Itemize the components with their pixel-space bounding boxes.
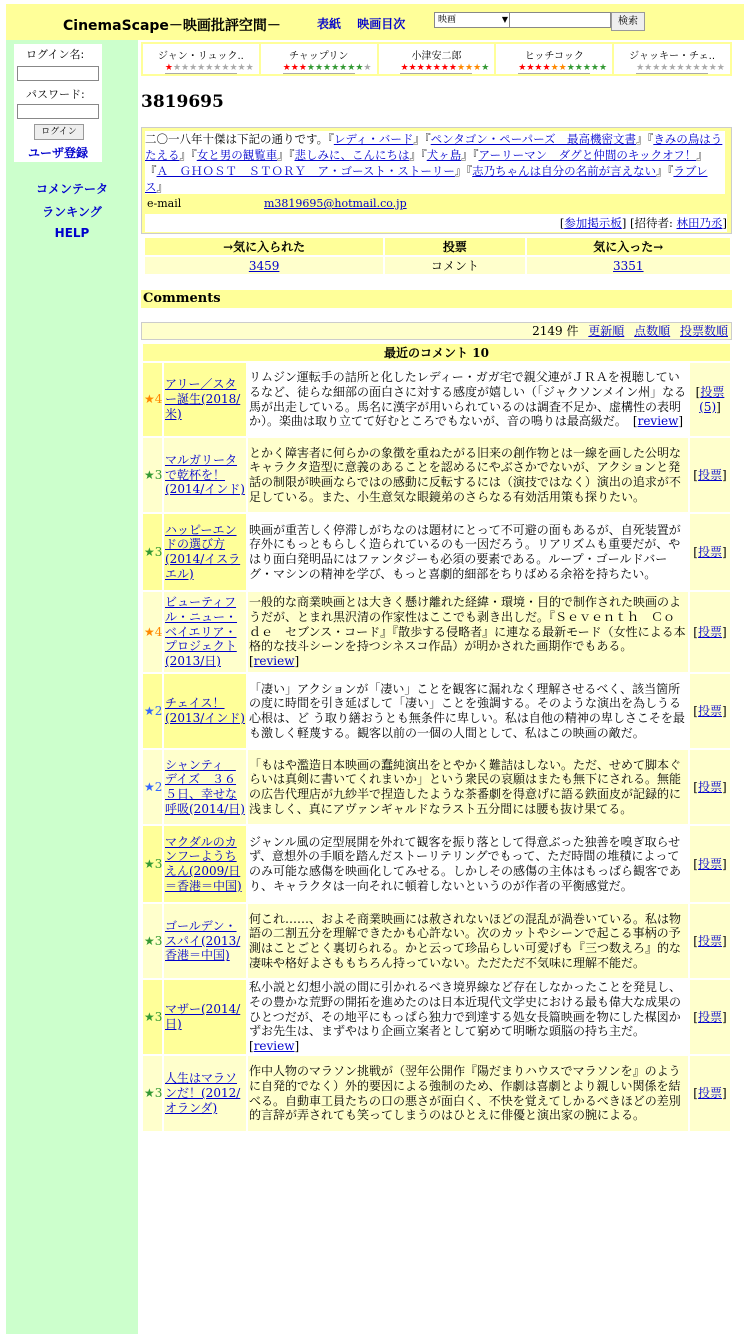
work-link[interactable]: 志乃ちゃんは自分の名前が言えない [472,164,657,178]
vote-link[interactable]: 投票 [697,1009,722,1024]
comment-rating [143,826,162,902]
board-row: [参加掲示板] [招待者: 林田乃丞] [145,214,727,232]
star-icon: ★ [144,1086,155,1101]
comment-rating [143,674,162,748]
sort-by-votes-link[interactable]: 投票数順 [679,324,728,338]
rating-value: 3 [154,1086,163,1101]
favorite-item[interactable] [379,44,495,74]
rating-stars: ★★★★★★★★★★★ [164,63,254,73]
vote-link[interactable]: 投票 [697,1086,722,1101]
comment-text: リムジン運転手の詰所と化したレディー・ガガ宅で親父連がＪＲＡを視聴しているなど、徒らな細部の面白さに対する感度が嬉しい（「ジャクソンメイン州」なる馬が出走している。馬名に漢字が用いられているのは調査不足か、虚構性の表明か）。楽曲は取り立てて好むところでもないが、音の鳴りは最高級だ。 [249,370,687,429]
review-link[interactable]: review [253,1039,295,1054]
table-row: ★4 アリー／スター誕生(2018/米) リムジン運転手の詰所と化したレディー・ガガ宅で親父連がＪＲＡを視聴しているなど、徒らな細部の面白さに対する感度が嬉しい（「ジャクソンメイン州」なる馬が出走している。馬名に漢字が用いられているのは調査不足か、虚構性の表明か）。楽曲は取り立てて好むところでもないが、音の鳴りは最高級だ。 [review] [投票(5)] [143,363,730,436]
rating-stars: ★★★★★★★★★★★ [400,63,490,73]
star-icon: ★ [144,856,155,871]
comment-text: 何これ……、およそ商業映画には赦されないほどの混乱が渦巻いている。私は物語の二割五分を理解できたかも心許ない。次のカットやシーンで起こる事柄の予測はことごとく裏切られる。かと云って珍品らしい可愛げも『三つ数えろ』的な凄味や格好よさももちろん持っていない。ただただ不気味に理解不能だ。 [249,911,682,970]
movie-title-link[interactable]: チェイス！(2013/インド) [165,696,245,725]
table-row: ★3 ハッピーエンドの選び方(2014/イスラエル) 映画が重苦しく停滞しがちなのは題材にとって不可避の面もあるが、自死装置が存外にもっともらしく造られているのも一因だろう。リアリズムも重要だが、やはり面白発明品にはファンタジーも必須の要素である。ループ・ゴールドバーグ・マシンの精神を学び、もっと喜劇的細部をちりばめる余裕を持ちたい。 [投票] [143,514,730,590]
rating-stars: ★★★★★★★★★★★ [282,63,372,73]
movie-title-link[interactable]: マザー(2014/日) [165,1002,241,1031]
profile-box [141,127,732,234]
movie-title-link[interactable]: シャンティ デイズ ３６５日、幸せな呼吸(2014/日) [165,757,245,816]
work-link[interactable]: Ａ ＧＨＯＳＴ ＳＴＯＲＹ ア・ゴースト・ストーリー [156,164,455,178]
search-input[interactable] [509,12,611,28]
comment-body [248,1056,688,1131]
vote-link[interactable]: 投票 [697,624,722,639]
comment-body [248,514,688,590]
rating-stars: ★★★★★★★★★★★ [636,63,725,73]
password-label: パスワード: [26,88,85,101]
vote-link[interactable]: 投票 [697,779,722,794]
comments-heading: Comments [141,290,732,308]
star-icon: ★ [144,624,155,639]
star-icon: ★ [144,1009,155,1024]
profile-intro: 二〇一八年十傑は下記の通りです。 [145,132,329,146]
favorite-name: チャップリン [289,51,349,62]
favorite-directors-bar [141,42,732,76]
comment-text: 作中人物のマラソン挑戦が（翌年公開作『陽だまりハウスでマラソンを』のように自発的でなく）外的要因による強制のため、作劇は喜劇とより親しい関係を結べる。自動車工員たちの口の悪さが面白く、不快を覚えてしかるべきほどの差別的言辞が弄されても笑ってしまうのはひとえに俳優と演出家の腕による。 [249,1064,681,1123]
email-row [145,196,727,212]
sidebar-item-ranking[interactable]: ランキング [42,205,102,219]
table-row: ★3 マザー(2014/日) 私小説と幻想小説の間に引かれるべき境界線など存在しなかったことを発見し、その豊かな荒野の開拓を進めたのは日本近現代文学史における最も偉大な成果のひとつだが、その地平にもっぱら独力で到達する処女長篇映画を物にした楳図かずお先生は、まずやはり企画立案者として窮めて明晰な頭脳の持ち主だ。 [review] [投票] [143,980,730,1054]
comment-text: とかく障害者に何らかの象徴を重ねたがる旧来の創作物とは一線を画した公明なキャラクタ造型に意義のあることを認めるにやぶさかでないが、アクションと発話の制限が映画ならではの感動に反転するには（演技ではなく）演出の追求が不足している。また、小生意気な眼鏡弟のさらなる有効活用策も探りたい。 [249,445,682,504]
inviter-label: [招待者: [629,216,677,230]
login-name-label: ログイン名: [26,48,85,61]
movie-title-link[interactable]: マルガリータで乾杯を！(2014/インド) [165,452,245,497]
comment-body [248,750,688,824]
comment-count: 2149 件 [532,324,579,338]
vote-link[interactable]: 投票 [697,856,722,871]
board-link[interactable]: 参加掲示板 [564,216,622,230]
star-icon: ★ [144,544,155,559]
email-label: e-mail [147,197,182,210]
rating-value: 3 [154,856,163,871]
work-link[interactable]: ペンタゴン・ペーパーズ 最高機密文書 [430,132,637,146]
table-row: ★2 チェイス！(2013/インド) 「凄い」アクションが「凄い」ことを観客に漏れなく理解させるべく、該当箇所の度に時間を引き延ばして「凄い」ことを強調する。そのような演出を為しうる心根は、ど う取り繕おうとも無条件に卑しい。私は自他の精神の卑しさこそを最も激しく軽蔑する。観客以前の一個の人間として、私はこの映画の敵だ。 [投票] [143,674,730,748]
vote-link[interactable]: 投票 [697,933,722,948]
star-icon: ★ [144,933,155,948]
comment-text: 一般的な商業映画とは大きく懸け離れた経緯・環境・目的で制作された映画のようだが、とまれ黒沢清の作家性はここでも剥き出しだ。『Ｓｅｖｅｎｔｈ Ｃｏｄｅ セブンス・コード』『散歩する侵略者』に連なる最新モード（女性による本格的な技斗シーンを持つシネスコ作品）が明かされた画期作でもある。 [249,595,686,654]
vote-link[interactable]: 投票 [697,544,722,559]
movie-title-link[interactable]: ハッピーエンドの選び方(2014/イスラエル) [165,522,241,581]
table-row: ★3 マルガリータで乾杯を！(2014/インド) とかく障害者に何らかの象徴を重ねたがる旧来の創作物とは一線を画した公明なキャラクタ造型に意義のあることを認めるにやぶさかでないが、アクションと発話の制限が映画ならではの感動に反転するには（演技ではなく）演出の追求が不足している。また、小生意気な眼鏡弟のさらなる有効活用策も探りたい。 [投票] [143,438,730,512]
favorite-name: ジャッキー・チェ.. [629,51,716,62]
favorite-name: ジャン・リュック.. [157,51,244,62]
movie-title-link[interactable]: ビューティフル・ニュー・ベイエリア・プロジェクト(2013/日) [165,595,238,669]
comment-text: 「もはや濫造日本映画の蠢純演出をとやかく難詰はしない。ただ、せめて脚本ぐらいは真剣に書いてくれまいか」という衆民の哀願はまたも無下にされる。無能の広告代理店が九紗半で捏造したような茶番劇を得意げに語る鉄面皮が記録的に浅ましく、真にアヴァンギャルドなラスト五分間には腰も抜け果てる。 [249,757,682,816]
work-link[interactable]: 犬ヶ島 [426,148,462,162]
comment-body [248,904,688,978]
movie-title-link[interactable]: ゴールデン・スパイ(2013/香港＝中国) [165,918,241,963]
work-link[interactable]: 女と男の観覧車 [196,148,278,162]
email-link[interactable]: m3819695@hotmail.co.jp [264,197,407,210]
favorited-by-count-link[interactable]: 3459 [248,258,280,273]
comment-rating [143,904,162,978]
movie-title-link[interactable]: マクダルのカンフーようちえん(2009/日＝香港＝中国) [165,834,242,893]
comment-rating [143,592,162,672]
sort-by-updated-link[interactable]: 更新順 [588,324,625,338]
comment-rating [143,514,162,590]
table-row: ★2 シャンティ デイズ ３６５日、幸せな呼吸(2014/日) 「もはや濫造日本映画の蠢純演出をとやかく難詰はしない。ただ、せめて脚本ぐらいは真剣に書いてくれまいか」という衆民の哀願はまたも無下にされる。無能の広告代理店が九紗半で捏造したような茶番劇を得意げに語る鉄面皮が記録的に浅ましく、真にアヴァンギャルドなラスト五分間には腰も抜け果てる。 [投票] [143,750,730,824]
star-icon: ★ [144,779,155,794]
table-row: ★3 マクダルのカンフーようちえん(2009/日＝香港＝中国) ジャンル風の定型展開を外れて観客を振り落として得意ぶった独善を嗅ぎ取らせず、意想外の手順を踏んだストーリテリングでもって、ただ時間の堆積によってのみ可能な感傷を映画化してみせる。しかしその感傷の主体はもっぱら観客であり、キャラクタは一向それに頓着しないというのが作者の平衡感覚だ。 [投票] [143,826,730,902]
star-icon: ★ [144,392,155,407]
recent-comments-heading: 最近のコメント 10 [143,344,730,361]
favorite-item[interactable] [143,44,259,74]
table-header: →気に入られた [145,238,383,255]
favorite-item[interactable] [614,44,730,74]
star-icon: ★ [144,467,155,482]
header-bar [6,4,744,40]
rating-value: 3 [154,933,163,948]
review-link[interactable]: review [253,654,295,669]
favorites-stats-table [143,236,732,276]
sidebar-item-commentators[interactable]: コメンテータ [35,182,108,196]
review-link[interactable]: review [637,414,679,429]
comment-body: 一般的な商業映画とは大きく懸け離れた経緯・環境・目的で制作された映画のようだが、とまれ黒沢清の作家性はここでも剥き出しだ。『Ｓｅｖｅｎｔｈ Ｃｏｄｅ セブンス・コード』『散歩する侵略者』に連なる最新モード（女性による本格的な技斗シーンを持つシネスコ作品）が明かされた画期作でもある。 [review] [248,592,688,672]
comment-body: リムジン運転手の詰所と化したレディー・ガガ宅で親父連がＪＲＡを視聴しているなど、徒らな細部の面白さに対する感度が嬉しい（「ジャクソンメイン州」なる馬が出走している。馬名に漢字が用いられているのは調査不足か、虚構性の表明か）。楽曲は取り立てて好むところでもないが、音の鳴りは最高級だ。 [review] [248,363,688,436]
rating-value: 3 [154,467,163,482]
comment-rating [143,363,162,436]
comment-rating [143,438,162,512]
side-links [6,180,138,246]
left-sidebar [6,40,138,1334]
table-header: 投票 [385,238,524,255]
search-category-select[interactable] [434,12,512,28]
work-link[interactable]: 悲しみに、こんにちは [294,148,410,162]
work-link[interactable]: アーリーマン ダグと仲間のキックオフ！ [478,148,697,162]
comment-text: 私小説と幻想小説の間に引かれるべき境界線など存在しなかったことを発見し、その豊かな荒野の開拓を進めたのは日本近現代文学史における最も偉大な成果のひとつだが、その地平にもっぱら独力で到達する処女長篇映画を物にした楳図かずお先生は、まずやはり企画立案者として窮めて明晰な頭脳の持ち主だ。 [249,980,682,1039]
site-title[interactable]: CinemaScape－映画批評空間－ [63,18,281,34]
table-header: 気に入った→ [527,238,730,255]
nav-link-cover[interactable]: 表紙 [317,17,342,31]
work-link[interactable]: レディ・バード [333,132,414,146]
favorite-name: ヒッチコック [524,51,584,62]
register-link[interactable]: ユーザ登録 [28,146,89,160]
rating-value: 2 [154,779,163,794]
comment-rating [143,750,162,824]
comment-rating [143,980,162,1054]
search-category-value: 映画 [438,15,457,25]
vote-link[interactable]: 投票 [697,703,722,718]
favorite-name: 小津安二郎 [411,51,462,62]
rating-value: 3 [154,544,163,559]
comment-body: 私小説と幻想小説の間に引かれるべき境界線など存在しなかったことを発見し、その豊かな荒野の開拓を進めたのは日本近現代文学史における最も偉大な成果のひとつだが、その地平にもっぱら独力で到達する処女長篇映画を物にした楳図かずお先生は、まずやはり企画立案者として窮めて明晰な頭脳の持ち主だ。 [review] [248,980,688,1054]
comment-body [248,438,688,512]
comment-body [248,826,688,902]
work-link[interactable]: きみの鳥はうたえる [145,132,723,162]
comment-body [248,674,688,748]
comment-rating [143,1056,162,1131]
vote-link[interactable]: 投票 [697,467,722,482]
login-name-field[interactable] [17,66,99,81]
table-row: ★3 人生はマラソンだ！(2012/オランダ) 作中人物のマラソン挑戦が（翌年公開作『陽だまりハウスでマラソンを』のように自発的でなく）外的要因による強制のため、作劇は喜劇とより親しい関係を結べる。自動車工員たちの口の悪さが面白く、不快を覚えてしかるべきほどの差別的言辞が弄されても笑ってしまうのはひとえに俳優と演出家の腕による。 [投票] [143,1056,730,1131]
comment-text: 映画が重苦しく停滞しがちなのは題材にとって不可避の面もあるが、自死装置が存外にもっともらしく造られているのも一因だろう。リアリズムも重要だが、やはり面白発明品にはファンタジーも必須の要素である。ループ・ゴールドバーグ・マシンの精神を学び、もっと喜劇的細部をちりばめる余裕を持ちたい。 [249,522,681,581]
login-box [14,44,102,162]
password-field[interactable] [17,104,99,119]
table-row: ★4 ビューティフル・ニュー・ベイエリア・プロジェクト(2013/日) 一般的な商業映画とは大きく懸け離れた経緯・環境・目的で制作された映画のようだが、とまれ黒沢清の作家性はここでも剥き出しだ。『Ｓｅｖｅｎｔｈ Ｃｏｄｅ セブンス・コード』『散歩する侵略者』に連なる最新モード（女性による本格的な技斗シーンを持つシネスコ作品）が明かされた画期作でもある。 [review] [投票] [143,592,730,672]
rating-value: 4 [154,392,163,407]
comment-count-row [141,322,732,340]
comment-text: ジャンル風の定型展開を外れて観客を振り落として得意ぶった独善を嗅ぎ取らせず、意想外の手順を踏んだストーリテリングでもって、ただ時間の堆積によってのみ可能な感傷を映画化してみせる。しかしその感傷の主体はもっぱら観客であり、キャラクタは一向それに頓着しないというのが作者の平衡感覚だ。 [249,834,682,893]
favorites-count-link[interactable]: 3351 [613,258,644,273]
vote-link[interactable]: 投票(5) [699,384,725,414]
rating-value: 4 [154,624,163,639]
top-nav [317,15,417,32]
page-title: 3819695 [141,92,224,112]
movie-title-link[interactable]: 人生はマラソンだ！(2012/オランダ) [165,1071,241,1115]
rating-value: 3 [154,1009,163,1024]
favorite-item[interactable] [261,44,377,74]
recent-comments-table [141,342,732,1133]
vote-type-label: コメント [385,257,524,274]
login-button[interactable]: ログイン [34,124,84,140]
profile-text: 二〇一八年十傑は下記の通りです。『レディ・バード』『ペンタゴン・ペーパーズ 最高機密文書』『きみの鳥はうたえる』『女と男の観覧車』『悲しみに、こんにちは』『犬ヶ島』『アーリーマン ダグと仲間のキックオフ！』『Ａ ＧＨＯＳＴ ＳＴＯＲＹ ア・ゴースト・ストーリー』『志乃ちゃんは自分の名前が言えない』『ラブレス』 [145,131,725,194]
search-button[interactable]: 検索 [611,12,645,31]
work-link[interactable]: ラブレス [145,164,708,194]
inviter-link[interactable]: 林田乃丞 [676,216,723,230]
sidebar-item-help[interactable]: HELP [54,226,90,240]
movie-title-link[interactable]: アリー／スター誕生(2018/米) [165,377,241,421]
sort-by-score-link[interactable]: 点数順 [634,324,671,338]
comment-text: 「凄い」アクションが「凄い」ことを観客に漏れなく理解させるべく、該当箇所の度に時間を引き延ばして「凄い」ことを強調する。そのような演出を為しうる心根は、ど う取り繕おうとも無条件に卑しい。私は自他の精神の卑しさこそを最も激しく軽蔑する。観客以前の一個の人間として、私はこの映画の敵だ。 [249,681,685,740]
star-icon: ★ [144,703,155,718]
nav-link-movie-index[interactable]: 映画目次 [357,17,406,31]
table-row: ★3 ゴールデン・スパイ(2013/香港＝中国) 何これ……、およそ商業映画には赦されないほどの混乱が渦巻いている。私は物語の二割五分を理解できたかも心許ない。次のカットやシーンで起こる事柄の予測はことごとく裏切られる。かと云って珍品らしい可愛げも『三つ数えろ』的な凄味や格好よさももちろん持っていない。ただただ不気味に理解不能だ。 [投票] [143,904,730,978]
rating-stars: ★★★★★★★★★★★ [518,63,608,73]
favorite-item[interactable] [496,44,612,74]
chevron-down-icon: ▼ [501,15,508,24]
rating-value: 2 [154,703,163,718]
